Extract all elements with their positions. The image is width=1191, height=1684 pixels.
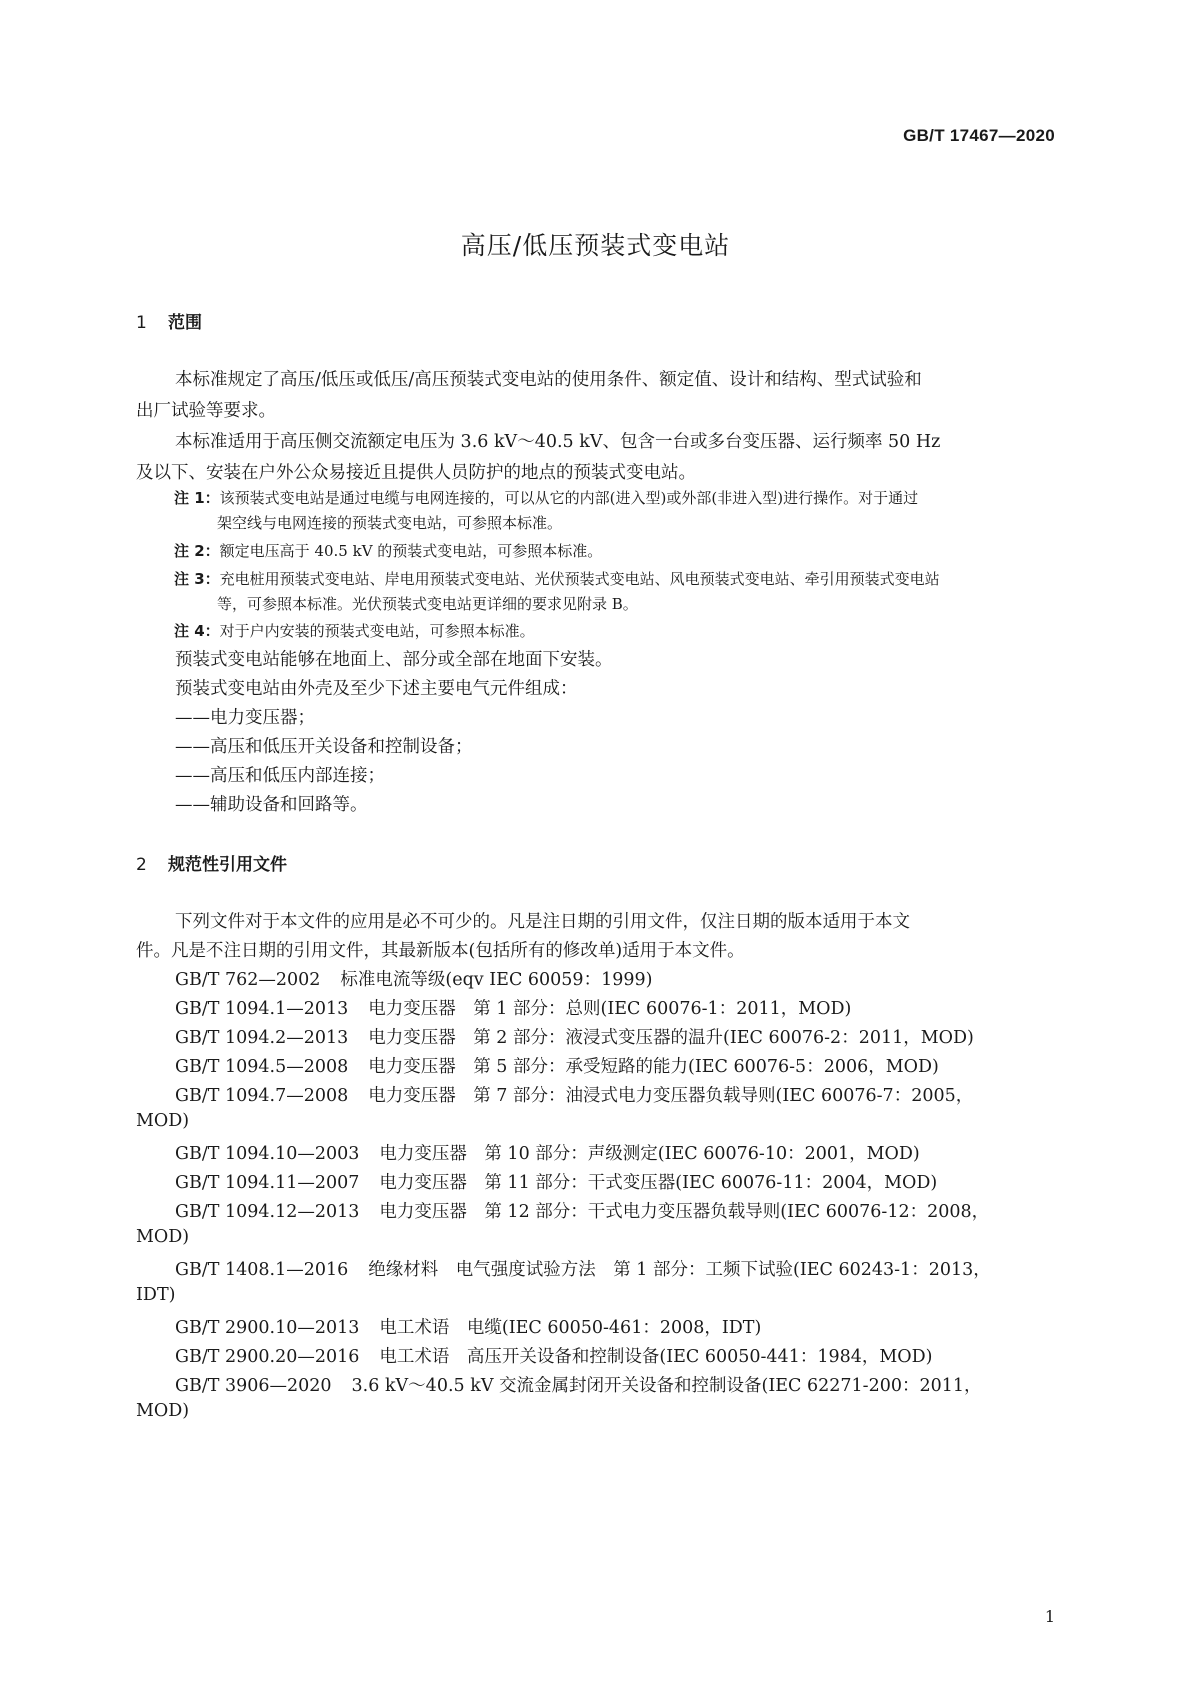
standard-code: GB/T 17467—2020 (903, 126, 1055, 145)
section-2-heading (136, 850, 287, 875)
reference-title: 电力变压器 第 12 部分：干式电力变压器负载导则(IEC 60076-12：2008， (379, 1202, 990, 1222)
note-1-label: 注 1： (174, 489, 220, 507)
section-2-title: 规范性引用文件 (168, 855, 287, 875)
reference-entry (175, 1343, 933, 1368)
section-1-title: 范围 (168, 313, 202, 333)
reference-entry (175, 1140, 920, 1165)
reference-entry (175, 1372, 982, 1397)
reference-continuation: MOD) (136, 1227, 190, 1247)
reference-continuation: MOD) (136, 1111, 190, 1131)
note-3 (174, 568, 1058, 589)
reference-code: GB/T 1094.12—2013 (175, 1202, 360, 1222)
reference-code: GB/T 1094.7—2008 (175, 1086, 349, 1106)
reference-entry (175, 1256, 991, 1281)
reference-title: 标准电流等级(eqv IEC 60059：1999) (340, 970, 653, 990)
reference-entry (175, 1053, 939, 1078)
reference-continuation: MOD) (136, 1401, 190, 1421)
reference-entry (175, 1314, 761, 1339)
scope-para-4: 预装式变电站由外壳及至少下述主要电气元件组成： (175, 679, 578, 699)
note-1-text: 该预装式变电站是通过电缆与电网连接的，可以从它的内部(进入型)或外部(非进入型)进行操作。对于通过 (219, 489, 919, 507)
reference-entry (175, 1082, 973, 1107)
reference-code: GB/T 1094.1—2013 (175, 999, 349, 1019)
section-1-number: 1 (136, 313, 147, 333)
references-intro-line-1: 下列文件对于本文件的应用是必不可少的。凡是注日期的引用文件，仅注日期的版本适用于本文 (175, 912, 910, 932)
section-1-heading (136, 308, 202, 333)
reference-code: GB/T 3906—2020 (175, 1376, 332, 1396)
note-4-text: 对于户内安装的预装式变电站，可参照本标准。 (219, 622, 535, 640)
reference-entry (175, 995, 851, 1020)
references-intro-line-2: 件。凡是不注日期的引用文件，其最新版本(包括所有的修改单)适用于本文件。 (136, 941, 745, 961)
reference-title: 电工术语 电缆(IEC 60050-461：2008，IDT) (379, 1318, 762, 1338)
list-item: ——高压和低压内部连接； (175, 766, 385, 786)
reference-code: GB/T 2900.20—2016 (175, 1347, 360, 1367)
reference-code: GB/T 1094.10—2003 (175, 1144, 360, 1164)
reference-entry (175, 1169, 937, 1194)
note-4-label: 注 4： (174, 622, 220, 640)
reference-code: GB/T 1094.11—2007 (175, 1173, 360, 1193)
scope-para-2-line-1: 本标准适用于高压侧交流额定电压为 3.6 kV～40.5 kV、包含一台或多台变压器、运行频率 50 Hz (175, 432, 941, 452)
scope-para-1-line-1: 本标准规定了高压/低压或低压/高压预装式变电站的使用条件、额定值、设计和结构、型式试验和 (175, 370, 922, 390)
reference-code: GB/T 762—2002 (175, 970, 321, 990)
note-2 (174, 540, 1058, 561)
reference-entry (175, 1024, 974, 1049)
reference-title: 电力变压器 第 10 部分：声级测定(IEC 60076-10：2001，MOD) (379, 1144, 920, 1164)
reference-continuation: IDT) (136, 1285, 176, 1305)
list-item: ——辅助设备和回路等。 (175, 795, 368, 815)
note-2-label: 注 2： (174, 542, 220, 560)
reference-title: 电力变压器 第 2 部分：液浸式变压器的温升(IEC 60076-2：2011，MOD) (368, 1028, 974, 1048)
list-item: ——高压和低压开关设备和控制设备； (175, 737, 473, 757)
reference-code: GB/T 1094.5—2008 (175, 1057, 349, 1077)
note-3-text: 充电桩用预装式变电站、岸电用预装式变电站、光伏预装式变电站、风电预装式变电站、牵引用预装式变电站 (219, 570, 940, 588)
reference-code: GB/T 2900.10—2013 (175, 1318, 360, 1338)
note-2-text: 额定电压高于 40.5 kV 的预装式变电站，可参照本标准。 (219, 542, 603, 560)
list-item: ——电力变压器； (175, 708, 315, 728)
reference-title: 电力变压器 第 1 部分：总则(IEC 60076-1：2011，MOD) (368, 999, 852, 1019)
reference-entry (175, 1198, 989, 1223)
scope-para-3: 预装式变电站能够在地面上、部分或全部在地面下安装。 (175, 650, 613, 670)
reference-entry (175, 966, 652, 991)
section-2-number: 2 (136, 855, 147, 875)
reference-title: 电力变压器 第 5 部分：承受短路的能力(IEC 60076-5：2006，MOD) (368, 1057, 939, 1077)
note-4 (174, 620, 1058, 641)
note-1 (174, 487, 1058, 508)
document-title: 高压/低压预装式变电站 (460, 231, 731, 260)
note-3-label: 注 3： (174, 570, 220, 588)
reference-title: 电力变压器 第 11 部分：干式变压器(IEC 60076-11：2004，MOD) (379, 1173, 938, 1193)
scope-para-1-line-2: 出厂试验等要求。 (136, 401, 276, 421)
reference-title: 3.6 kV～40.5 kV 交流金属封闭开关设备和控制设备(IEC 62271-200：2011， (351, 1376, 982, 1396)
reference-title: 电工术语 高压开关设备和控制设备(IEC 60050-441：1984，MOD) (379, 1347, 933, 1367)
scope-para-2-line-2: 及以下、安装在户外公众易接近且提供人员防护的地点的预装式变电站。 (136, 463, 696, 483)
note-3-continuation: 等，可参照本标准。光伏预装式变电站更详细的要求见附录 B。 (217, 595, 638, 613)
reference-title: 绝缘材料 电气强度试验方法 第 1 部分：工频下试验(IEC 60243-1：2013， (368, 1260, 991, 1280)
reference-code: GB/T 1094.2—2013 (175, 1028, 349, 1048)
note-1-continuation: 架空线与电网连接的预装式变电站，可参照本标准。 (217, 514, 563, 532)
reference-code: GB/T 1408.1—2016 (175, 1260, 349, 1280)
page-number: 1 (1044, 1607, 1055, 1626)
reference-title: 电力变压器 第 7 部分：油浸式电力变压器负载导则(IEC 60076-7：2005， (368, 1086, 974, 1106)
